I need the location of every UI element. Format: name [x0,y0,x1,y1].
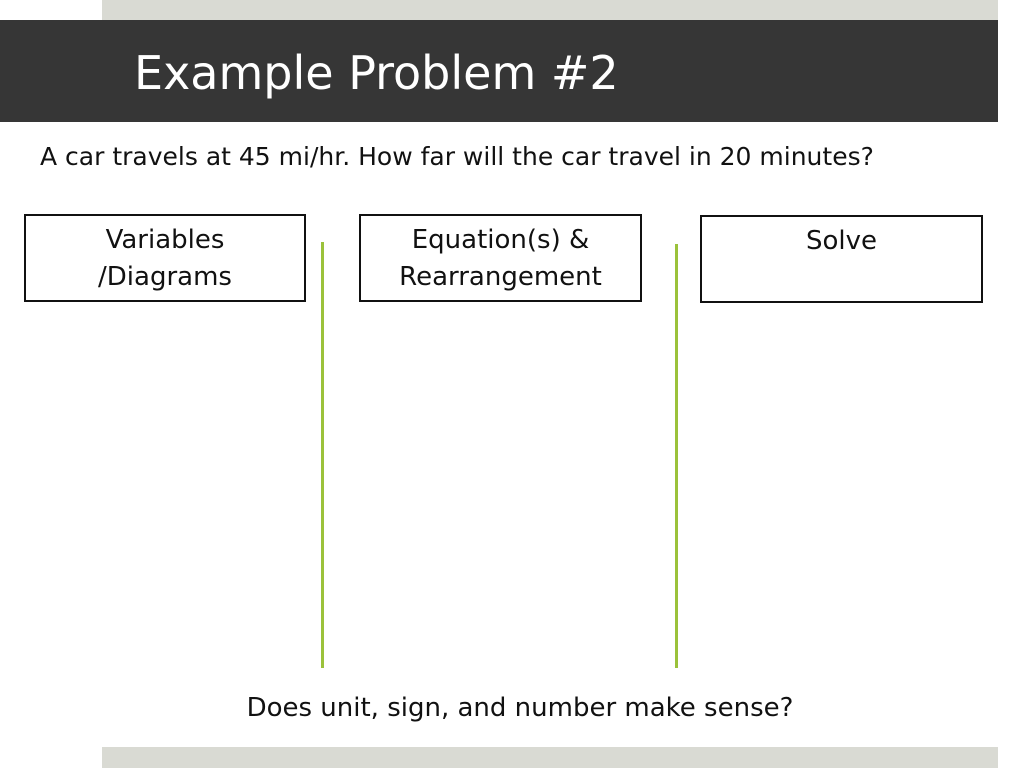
bottom-accent-bar [102,747,998,768]
column-divider-left [321,242,324,668]
slide-title: Example Problem #2 [134,46,619,100]
variables-diagrams-label-line-1: Variables [105,225,225,255]
sense-check-question: Does unit, sign, and number make sense? [246,693,794,723]
variables-diagrams-box [24,214,306,302]
equations-label-line-1: Equation(s) & [411,225,590,255]
solve-box [700,215,983,303]
column-divider-right [675,244,678,668]
equations-label-line-2: Rearrangement [399,262,602,292]
variables-diagrams-label-line-2: /Diagrams [98,262,232,292]
problem-question: A car travels at 45 mi/hr. How far will the car travel in 20 minutes? [40,142,874,171]
top-accent-bar [102,0,998,20]
equations-rearrangement-box [359,214,642,302]
solve-label: Solve [805,226,878,256]
